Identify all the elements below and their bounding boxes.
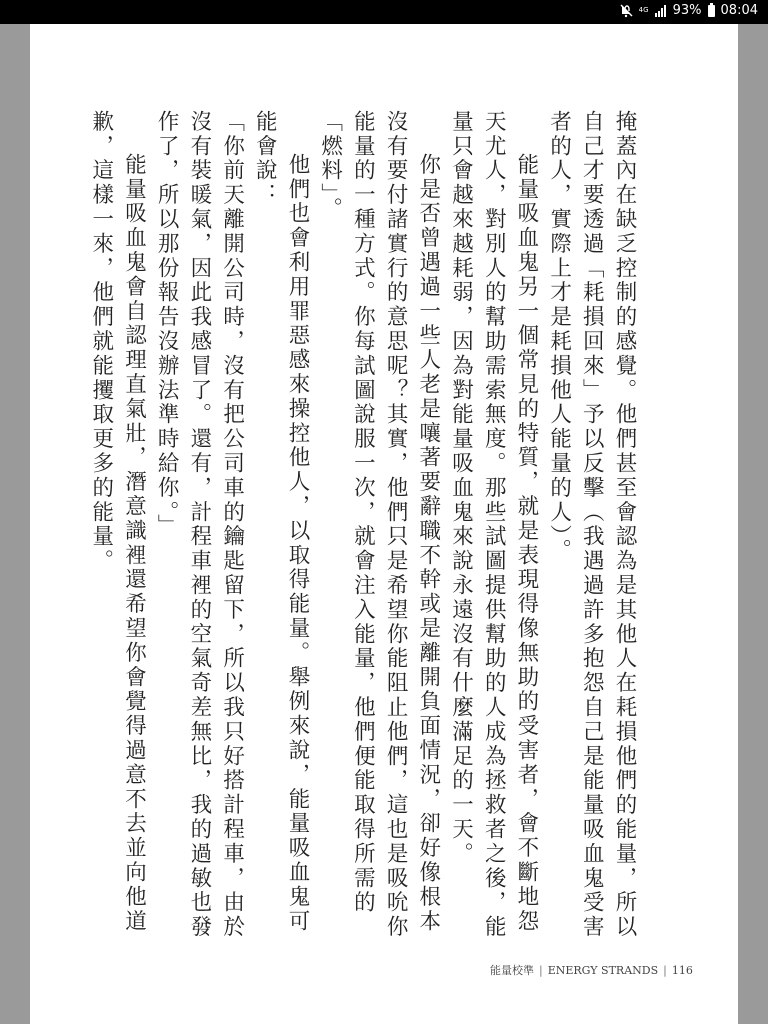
english-title: ENERGY STRANDS — [547, 964, 659, 977]
battery-icon — [708, 5, 715, 17]
page-number: 116 — [671, 964, 693, 977]
signal-icon — [655, 5, 667, 17]
network-type: 4G — [638, 6, 649, 14]
footer-divider: | — [539, 964, 543, 977]
footer-divider: | — [663, 964, 667, 977]
quote-paragraph: 「你前天離開公司時，沒有把公司車的鑰匙留下，所以我只好搭計程車，由於沒有裝暖氣，因此我感冒了。還有，計程車裡的空氣奇差無比，我的過敏也發作了，所以那份報告沒辦法準時給你。」 — [154, 110, 245, 940]
paragraph-3: 你是否曾遇過一些人老是嚷著要辭職不幹或是離開負面情況，卻好像根本沒有要付諸實行的意思呢？其實，他們只是希望你能阻止他們，這也是吸吮你能量的一種方式。你每試圖說服一次，就會注入能量，他們便能取得所需的「燃料」。 — [317, 110, 441, 940]
body-text — [84, 110, 640, 950]
book-page — [30, 24, 738, 1024]
clock: 08:04 — [720, 3, 758, 18]
paragraph-1: 掩蓋內在缺乏控制的感覺。他們甚至會認為是其他人在耗損他們的能量，所以自己才要透過「耗損回來」予以反擊（我遇過許多抱怨自己是能量吸血鬼受害者的人，實際上才是耗損他人能量的人）。 — [546, 110, 637, 940]
paragraph-6: 能量吸血鬼會自認理直氣壯，潛意識裡還希望你會覺得過意不去並向他道歉，這樣一來，他們就能攫取更多的能量。 — [88, 110, 147, 934]
status-bar — [0, 0, 768, 24]
mute-icon — [619, 4, 633, 18]
book-title: 能量校準 — [490, 964, 534, 977]
page-footer — [490, 962, 693, 978]
paragraph-2: 能量吸血鬼另一個常見的特質，就是表現得像無助的受害者，會不斷地怨天尤人，對別人的幫助需索無度。那些試圖提供幫助的人成為拯救者之後，能量只會越來越耗弱，因為對能量吸血鬼來說永遠沒有什麼滿足的一天。 — [448, 110, 539, 940]
status-icons — [619, 3, 758, 18]
paragraph-4: 他們也會利用罪惡感來操控他人，以取得能量。舉例來說，能量吸血鬼可能會說： — [252, 110, 310, 934]
battery-level: 93% — [672, 3, 702, 18]
